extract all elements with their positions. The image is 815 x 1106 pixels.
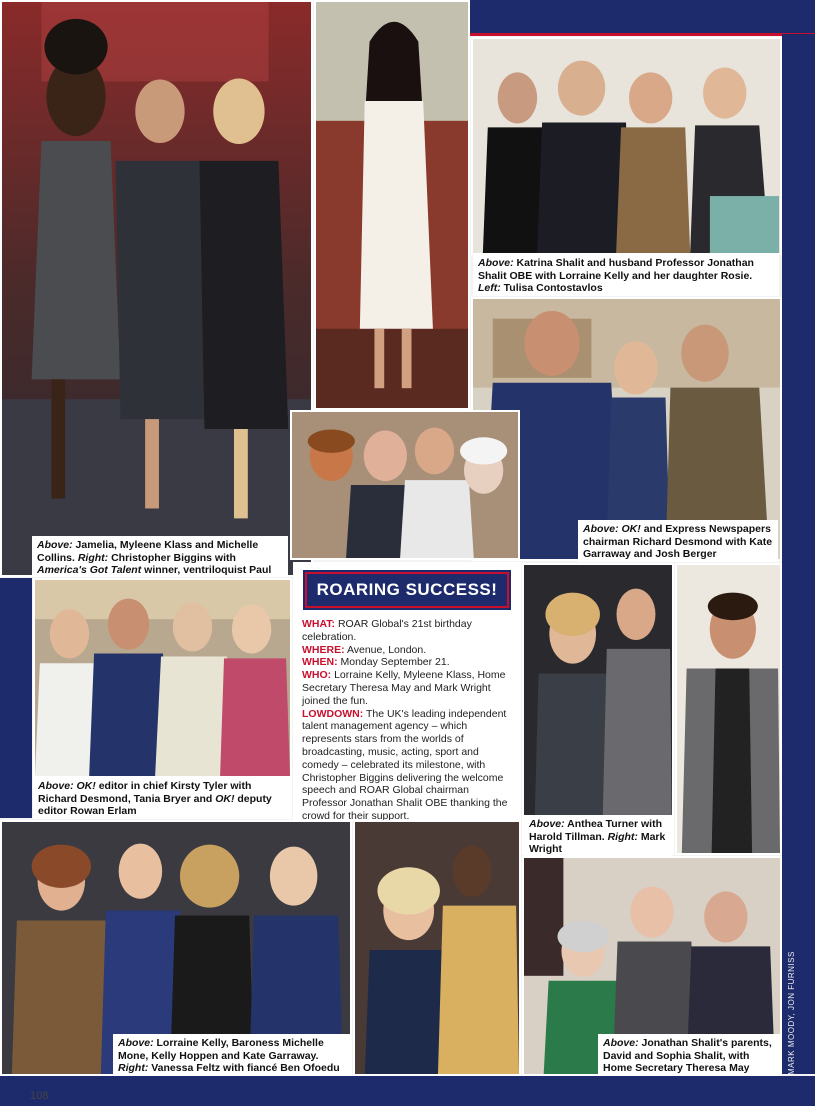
caption-text: winner, ventriloquist Paul [144,564,272,576]
lowdown-label: LOWDOWN: [302,707,364,720]
caption-lead: Left: [478,282,501,294]
photo-credit: MARK MOODY, JON FURNISS [787,951,796,1075]
who-label: WHO: [302,669,332,682]
caption-text: Anthea Turner with Harold Tillman. [529,818,663,843]
photo-feltz-ofoedu [353,820,521,1076]
what-text: ROAR Global's 21st birthday celebration. [302,618,472,643]
caption-ok: OK! [76,780,96,792]
caption-desmond-garraway [578,520,778,562]
info-box-title: ROARING SUCCESS! [305,572,509,608]
who-text: Lorraine Kelly, Myleene Klass, Home Secretary Theresa May and Mark Wright joined the fun. [302,669,506,707]
caption-text: Tulisa Contostavlos [503,282,603,294]
photo-turner-tillman [522,563,674,855]
red-rule-top [470,33,815,36]
caption-lead: Above: [529,818,565,830]
info-box-body [302,618,512,823]
caption-jamelia-biggins [32,536,288,577]
caption-text: Jamelia, Myleene Klass and Michelle Collins. [37,539,259,564]
caption-text: Christopher Biggins with [111,551,236,564]
photo-tyler-desmond-bryer-erlam [33,578,292,778]
caption-lead: Above: [603,1037,639,1049]
caption-text: deputy editor Rowan Erlam [38,792,272,817]
caption-lead: Above: [118,1037,154,1049]
photo-mark-wright [675,563,782,855]
caption-text: Mark Wright [529,830,666,855]
where-text: Avenue, London. [346,643,427,656]
photo-jamelia-myleene-michelle [0,0,313,577]
where-label: WHERE: [302,643,345,656]
when-text: Monday September 21. [340,656,450,669]
caption-lead: Above: [37,539,73,551]
caption-text: Lorraine Kelly, Baroness Michelle Mone, Kelly Hoppen and Kate Garraway. [118,1037,324,1062]
caption-lead: Above: [478,257,514,269]
caption-ok: OK! [215,792,235,805]
navy-band-bottom [0,1076,815,1106]
caption-ok: OK! [621,523,641,535]
caption-kelly-mone [113,1034,350,1076]
photo-tulisa [314,0,470,410]
caption-text: editor in chief Kirsty Tyler with Richard Desmond, Tania Bryer and [38,780,252,805]
caption-text: Vanessa Feltz with fiancé Ben Ofoedu [151,1062,340,1074]
caption-tyler-desmond [33,777,292,819]
caption-lead: Above: [583,523,619,535]
info-box [293,562,521,820]
navy-band-top-right [470,0,815,34]
caption-lead: Above: [38,780,74,792]
caption-show-title: America's Got Talent [37,564,142,576]
caption-lead: Right: [77,551,109,564]
navy-band-right [782,34,815,1074]
page-number: 108 [30,1090,49,1102]
caption-lead: Right: [607,830,638,843]
caption-shalit-parents [598,1034,780,1076]
lowdown-text: The UK's leading independent talent management agency – which represents stars from the worlds of broadcasting, music, acting, sport and comedy – celebrated its milestone, with Christopher Biggins delivering the welcome speech and ROAR Global chairman Professor Jonathan Shalit OBE thanking the crowd for their support. [302,707,508,822]
caption-lead: Right: [118,1062,149,1074]
caption-text: Jonathan Shalit's parents, David and Sophia Shalit, with Home Secretary Theresa May [603,1037,772,1074]
caption-text: Katrina Shalit and husband Professor Jonathan Shalit OBE with Lorraine Kelly and her daughter Rosie. [478,257,754,282]
photo-biggins-zerdin [290,410,520,560]
navy-band-left [0,578,32,818]
caption-text: and Express Newspapers chairman Richard Desmond with Kate Garraway and Josh Berger [583,523,773,560]
what-label: WHAT: [302,618,336,630]
when-label: WHEN: [302,656,338,669]
caption-shalit-kelly [473,254,779,296]
caption-turner-tillman [524,815,672,857]
photo-shalit-kelly [471,37,782,255]
